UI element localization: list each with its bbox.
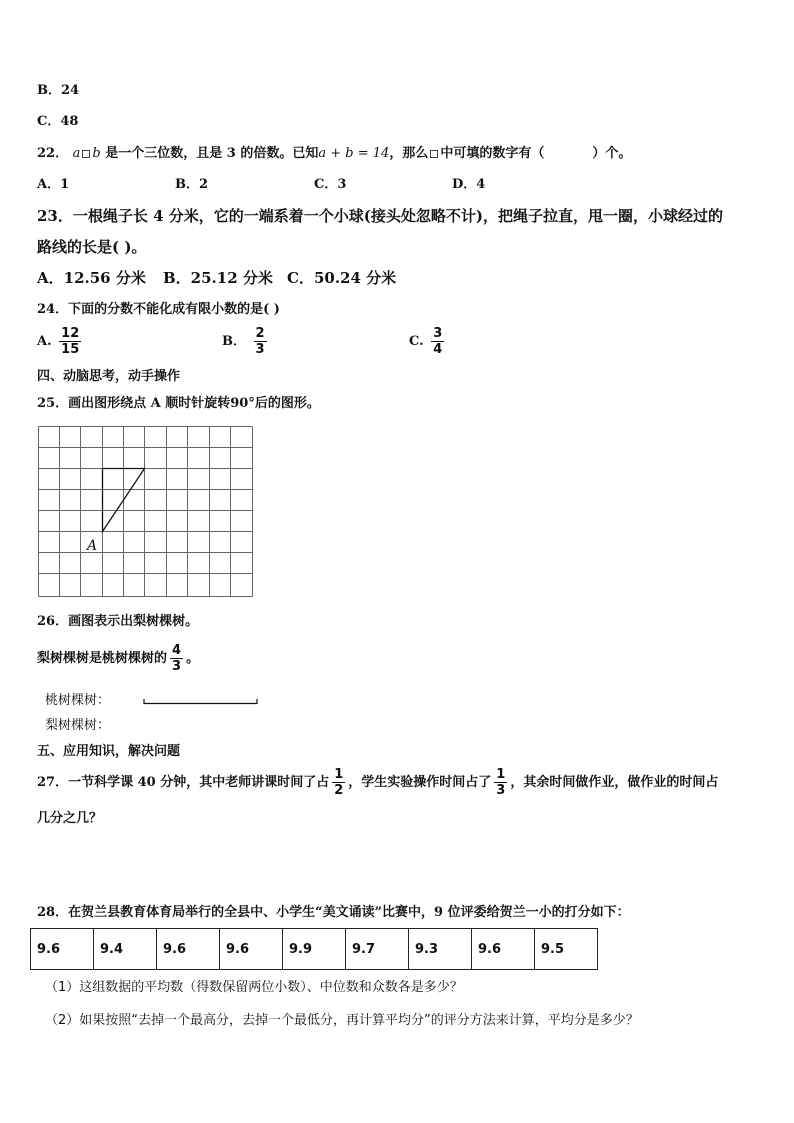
table-row xyxy=(31,929,598,970)
q22-n3: 3 xyxy=(226,146,236,161)
q26-stem: 26．画图表示出梨树棵树。 xyxy=(37,614,199,629)
q24-stem: 24．下面的分数不能化成有限小数的是( ) xyxy=(37,302,280,317)
q22-text3: ，那么 xyxy=(389,146,429,161)
q23-stem-line2: 路线的长是( )。 xyxy=(37,238,147,256)
q27-stem-line2: 几分之几？ xyxy=(37,811,103,826)
q24-option-a xyxy=(37,326,84,357)
score-cell: 9.6 xyxy=(220,929,283,970)
q21-option-c: C．48 xyxy=(37,114,79,129)
point-a-label: A xyxy=(87,538,98,554)
q22-text5: ）个。 xyxy=(592,146,632,161)
q28-sub1: （1）这组数据的平均数（得数保留两位小数）、中位数和众数各是多少？ xyxy=(45,980,463,995)
q25-stem: 25．画出图形绕点 A 顺时针旋转90°后的图形。 xyxy=(37,396,320,411)
score-cell: 9.4 xyxy=(94,929,157,970)
score-cell: 9.7 xyxy=(346,929,409,970)
q27-fraction-2: $\frac{1}{3}$ xyxy=(496,767,506,798)
q22-stem xyxy=(37,146,631,162)
q22-option-b: B．2 xyxy=(175,177,209,192)
peach-tree-segment xyxy=(143,698,259,706)
pear-tree-label: 梨树棵树： xyxy=(45,718,111,733)
q27-stem-line1 xyxy=(37,764,718,802)
q22-equation: a + b = 14 xyxy=(318,146,390,161)
q22-text1: 是一个三位数，且是 xyxy=(105,146,223,161)
q22-option-d: D．4 xyxy=(452,177,486,192)
q26-relation-end: 。 xyxy=(186,651,200,666)
section-4-heading: 四、动脑思考，动手操作 xyxy=(37,369,181,384)
q24-option-a-label: A. xyxy=(37,334,52,349)
q24-option-a-fraction: $\frac{12}{15}$ xyxy=(61,326,80,357)
q23-stem-line1: 23．一根绳子长 4 分米，它的一端系着一个小球(接头处忽略不计)，把绳子拉直，甩一圈，小球经过的 xyxy=(37,207,723,225)
q26-relation xyxy=(37,640,199,678)
q27-text-c: ，其余时间做作业，做作业的时间占 xyxy=(510,775,719,790)
score-cell: 9.9 xyxy=(283,929,346,970)
q22-number: 22． xyxy=(37,146,69,161)
q24-option-b-label: B． xyxy=(222,334,246,349)
score-cell: 9.6 xyxy=(472,929,535,970)
q24-option-c-fraction: $\frac{3}{4}$ xyxy=(433,326,443,357)
score-cell: 9.6 xyxy=(31,929,94,970)
q24-option-b xyxy=(222,326,270,357)
q23-option-a: A．12.56 分米 xyxy=(37,269,146,287)
q22-option-c: C．3 xyxy=(314,177,347,192)
scores-table xyxy=(30,928,598,970)
q22-var-b: b xyxy=(92,146,101,161)
q22-text2: 的倍数。已知 xyxy=(240,146,319,161)
q23-option-b: B．25.12 分米 xyxy=(163,269,273,287)
score-cell: 9.6 xyxy=(157,929,220,970)
q26-relation-text: 梨树棵树是桃树棵树的 xyxy=(37,651,168,666)
q26-fraction: $\frac{4}{3}$ xyxy=(172,643,182,674)
q24-option-c-label: C. xyxy=(409,334,424,349)
q27-text-b: ，学生实验操作时间占了 xyxy=(348,775,492,790)
rotation-grid xyxy=(38,426,254,598)
q22-text4: 中可填的数字有（ xyxy=(440,146,545,161)
q22-option-a: A．1 xyxy=(37,177,70,192)
q21-option-b: B．24 xyxy=(37,83,80,98)
section-5-heading: 五、应用知识，解决问题 xyxy=(37,744,181,759)
q24-option-c xyxy=(409,326,447,357)
q22-var-a: a xyxy=(72,146,81,161)
peach-tree-label: 桃树棵树： xyxy=(45,693,111,708)
q23-option-c: C．50.24 分米 xyxy=(287,269,397,287)
q24-option-b-fraction: $\frac{2}{3}$ xyxy=(255,326,265,357)
q28-sub2: （2）如果按照“去掉一个最高分，去掉一个最低分，再计算平均分”的评分方法来计算，平均分是多少？ xyxy=(45,1013,639,1028)
score-cell: 9.3 xyxy=(409,929,472,970)
score-cell: 9.5 xyxy=(535,929,598,970)
q27-fraction-1: $\frac{1}{2}$ xyxy=(334,767,344,798)
q28-stem: 28．在贺兰县教育体育局举行的全县中、小学生“美文诵读”比赛中，9 位评委给贺兰一小的打分如下： xyxy=(37,905,630,920)
q27-text-a: 27．一节科学课 40 分钟，其中老师讲课时间了占 xyxy=(37,775,330,790)
blank-box xyxy=(82,150,90,158)
blank-box xyxy=(430,150,438,158)
